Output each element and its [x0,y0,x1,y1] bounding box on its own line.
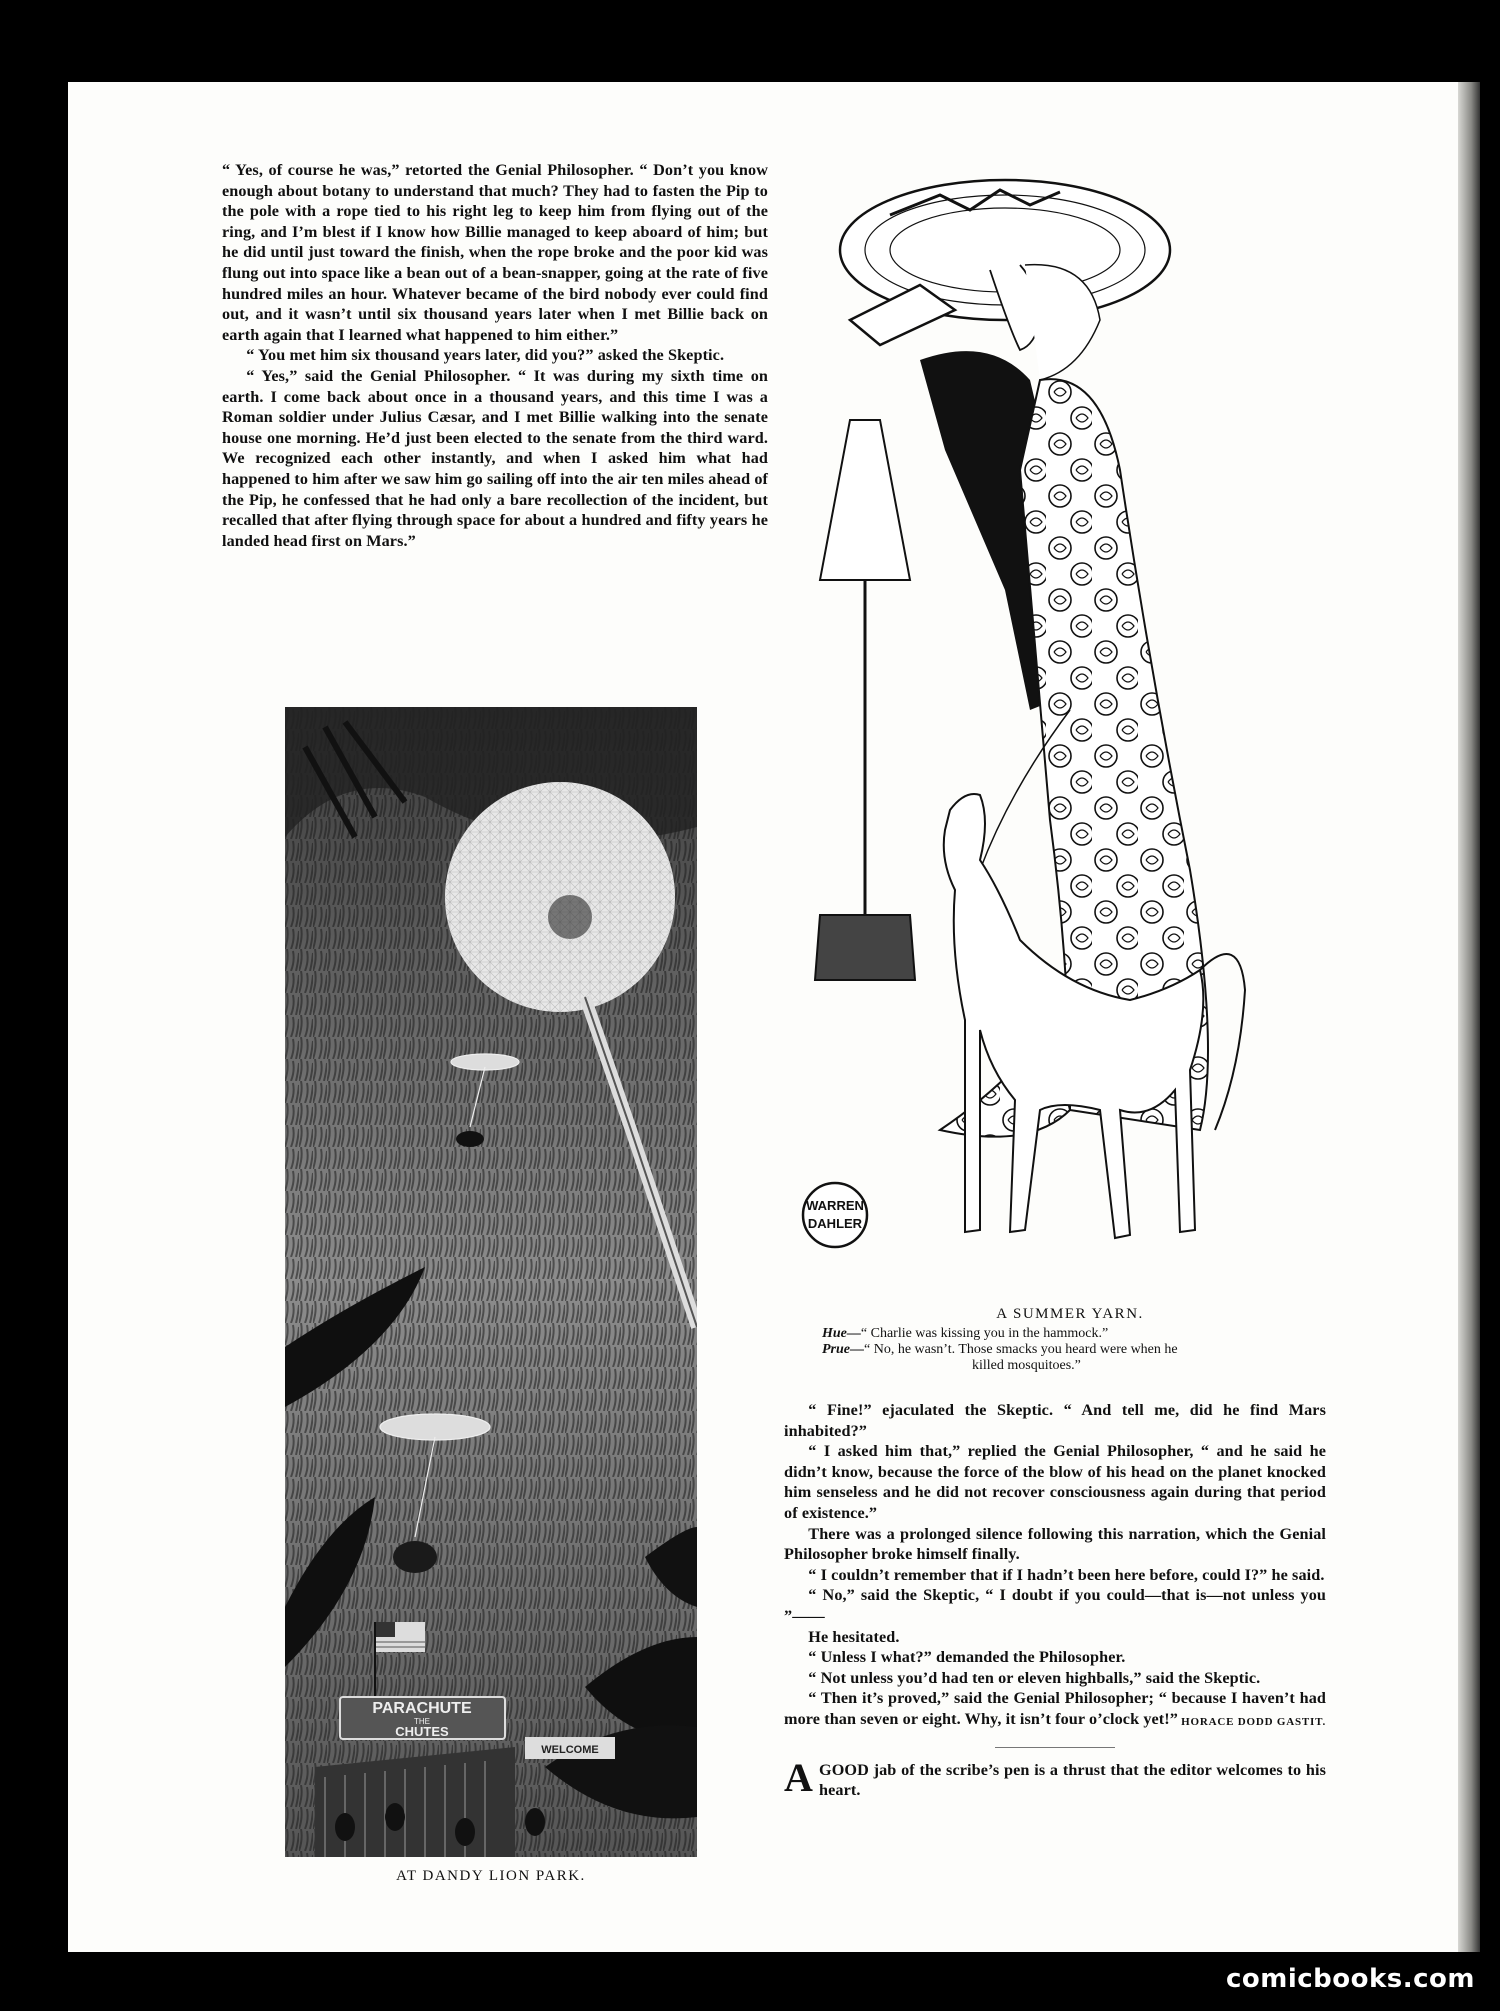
story-paragraph: “ Not unless you’d had ten or eleven highballs,” said the Skeptic. [808,1668,1261,1687]
page-binding-edge [1458,82,1480,1952]
summer-yarn-title: A SUMMER YARN. [996,1306,1144,1322]
story-paragraph: There was a prolonged silence following this narration, which the Genial Philosopher broke himself finally. [784,1524,1326,1564]
dialog-line [822,1326,1342,1342]
story-paragraph: “ Unless I what?” demanded the Philosopher. [808,1648,1126,1667]
sign-chutes: CHUTES [395,1724,449,1739]
story-paragraph: “ Yes, of course he was,” retorted the Genial Philosopher. “ Don’t you know enough about botany to understand that much? They had to fasten the Pip to the pole with a rope tied to his right leg to keep him from flying out of the ring, and I’m blest if I know how Billie managed to keep aboard of him; but he did until just toward the finish, when the rope broke and the poor kid was flung out into space like a bean out of a bean-snapper, going at the rate of five hundred miles an hour. Whatever became of the bird nobody ever could find out, and it wasn’t until six thousand years later when I met Billie back on earth again that I learned what happened to him either.” [222,161,768,344]
summer-yarn-drawing [770,170,1370,1290]
dialog-speaker: Hue— [822,1326,861,1341]
caption-dandy-lion-park: AT DANDY LION PARK. [396,1868,586,1884]
artist-signature-line1: WARREN [806,1198,864,1213]
story-paragraph: “ You met him six thousand years later, did you?” asked the Skeptic. [246,346,725,365]
dialog-text: “ No, he wasn’t. Those smacks you heard were when he [864,1342,1178,1357]
squib-paragraph [784,1754,1326,1801]
story-last-text: “ Then it’s proved,” said the Genial Philosopher; “ because I haven’t had more than seven or eight. Why, it isn’t four o’clock yet!” [784,1689,1326,1728]
summer-yarn-illustration [770,170,1370,1290]
squib-text: GOOD jab of the scribe’s pen is a thrust that the editor welcomes to his heart. [819,1760,1326,1800]
sign-welcome: WELCOME [541,1744,599,1756]
dialog-speaker: Prue— [822,1342,864,1357]
story-right-column [784,1400,1326,1801]
dialog-text: “ Charlie was kissing you in the hammock.” [860,1326,1109,1341]
story-paragraph: “ Fine!” ejaculated the Skeptic. “ And tell me, did he find Mars inhabited?” [784,1401,1326,1440]
dandy-lion-park-drawing [285,707,697,1857]
story-paragraph-last [784,1688,1326,1729]
squib-dropcap: A [784,1754,813,1800]
dialog-continuation: killed mosquitoes.” [972,1358,1081,1373]
story-left-column [222,160,768,551]
dandy-lion-park-illustration [285,707,697,1857]
sign-parachute: PARACHUTE [372,1700,472,1717]
author-credit: HORACE DODD GASTIT. [1181,1715,1326,1728]
story-paragraph: “ I asked him that,” replied the Genial Philosopher, “ and he said he didn’t know, because the force of the blow of his head on the planet knocked him senseless and he did not recover consciousness again during that period of existence.” [784,1442,1326,1522]
story-paragraph: “ No,” said the Skeptic, “ I doubt if you could—that is—not unless you ”—— [784,1586,1326,1625]
site-watermark: comicbooks.com [1225,1964,1475,1994]
summer-yarn-dialog [822,1326,1342,1374]
section-divider [995,1747,1115,1748]
dialog-line [822,1342,1342,1358]
story-paragraph: “ I couldn’t remember that if I hadn’t been here before, could I?” he said. [808,1565,1325,1584]
artist-signature-line2: DAHLER [807,1216,863,1231]
story-paragraph: “ Yes,” said the Genial Philosopher. “ It was during my sixth time on earth. I come back about once in a thousand years, and this time I was a Roman soldier under Julius Cæsar, and I met Billie walking into the senate house one morning. He’d just been elected to the senate from the third ward. We recognized each other instantly, and when I asked him what had happened to him after we saw him go sailing off into the air ten miles ahead of the Pip, he confessed that he had only a bare recollection of the incident, but recalled that after flying through space for about a hundred and fifty years he landed head first on Mars.” [222,366,768,550]
sign-the: THE [414,1717,430,1726]
story-paragraph: He hesitated. [808,1627,900,1646]
